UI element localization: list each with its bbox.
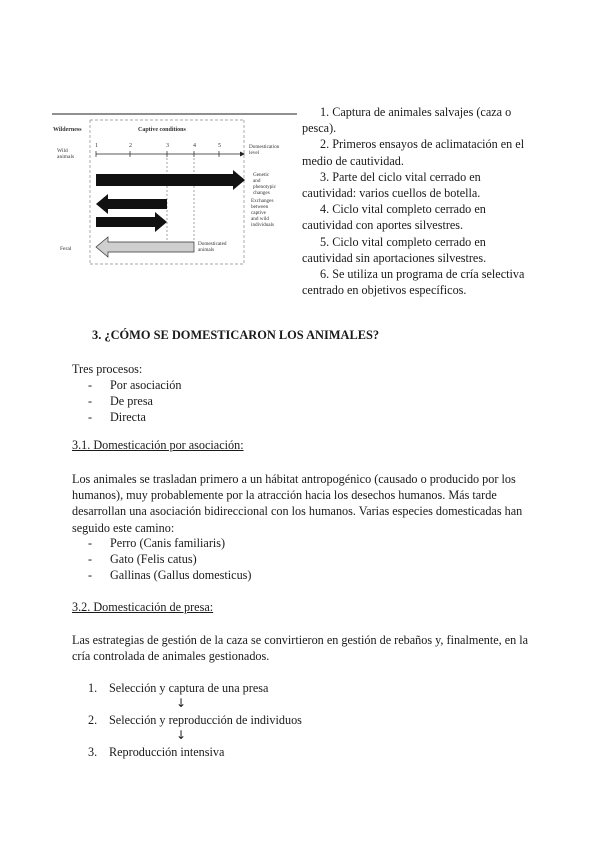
list-item: - Gallinas (Gallus domesticus) [88,568,252,583]
section-3-2-heading: 3.2. Domesticación de presa: [72,600,214,614]
col-captive: Captive conditions [138,127,186,133]
exchange-arrow-left [96,194,167,214]
genetic-change-arrow [96,170,245,190]
processes-intro: Tres procesos: [72,362,143,376]
section-3-1-heading: 3.1. Domesticación por asociación: [72,438,244,452]
processes-list [88,377,181,426]
label-domesticated: Domesticated animals [198,241,227,253]
section-3-2-paragraph: Las estrategias de gestión de la caza se convirtieron en gestión de rebaños y, finalmente, en la cría controlada de animales gestionados. [72,633,529,664]
tick-1: 1 [95,143,98,149]
list-item: - Perro (Canis familiaris) [88,536,226,550]
step-item: 1. Captura de animales salvajes (caza o pesca). [302,105,512,136]
down-arrow-icon: ↓ [176,696,187,710]
dash: - [88,568,93,583]
label-feral: Feral [60,246,72,252]
step-item: 4. Ciclo vital completo cerrado en cautividad con aportes silvestres. [302,202,486,233]
step-item: 2. Primeros ensayos de aclimatación en el medio de cautividad. [302,137,525,168]
dash: - [88,536,93,550]
list-item: - De presa [88,394,153,409]
list-item: 3. Reproducción intensiva [88,745,225,759]
list-item: 2. Selección y reproducción de individuos [88,713,302,727]
domestication-steps [302,104,532,298]
section-3-heading: 3. ¿CÓMO SE DOMESTICARON LOS ANIMALES? [92,328,380,342]
label-domestication-level: Domestication level [249,144,280,156]
feral-arrow [96,237,194,257]
list-item: 1. Selección y captura de una presa [88,681,269,695]
species-list [88,535,251,584]
step-item: 5. Ciclo vital completo cerrado en cautividad sin aportaciones silvestres. [302,234,487,265]
dash: - [88,378,93,392]
list-item: - Gato (Felis catus) [88,552,197,567]
tick-5: 5 [218,143,221,149]
label-wild-animals: Wild animals [57,148,75,160]
prey-steps-list [88,680,268,696]
step-item: 3. Parte del ciclo vital cerrado en cautividad: varios cuellos de botella. [302,169,481,201]
list-item: - Por asociación [88,378,182,392]
exchange-arrow-right [96,212,167,232]
list-item: - Directa [88,410,146,425]
down-arrow-icon: ↓ [176,728,187,742]
tick-3: 3 [166,143,169,149]
step-item: 6. Se utiliza un programa de cría selectiva centrado en objetivos específicos. [302,267,525,298]
label-exchanges: Exchanges between captive and wild individuals [251,198,275,228]
section-3-1-paragraph: Los animales se trasladan primero a un hábitat antropogénico (causado o producido por los humanos), muy probablemente por la atracción hacia los desechos humanos. Más tarde desarrollan una asociación bidireccional con los humanos. Varias especies domesticadas han seguido este camino: [72,472,523,535]
col-wilderness: Wilderness [53,127,82,133]
domestication-diagram [52,104,297,274]
label-genetic-changes: Genetic and phenotypic changes [253,172,277,196]
dash: - [88,394,93,409]
dash: - [88,552,93,567]
tick-2: 2 [129,143,132,149]
tick-4: 4 [193,143,196,149]
dash: - [88,410,93,425]
